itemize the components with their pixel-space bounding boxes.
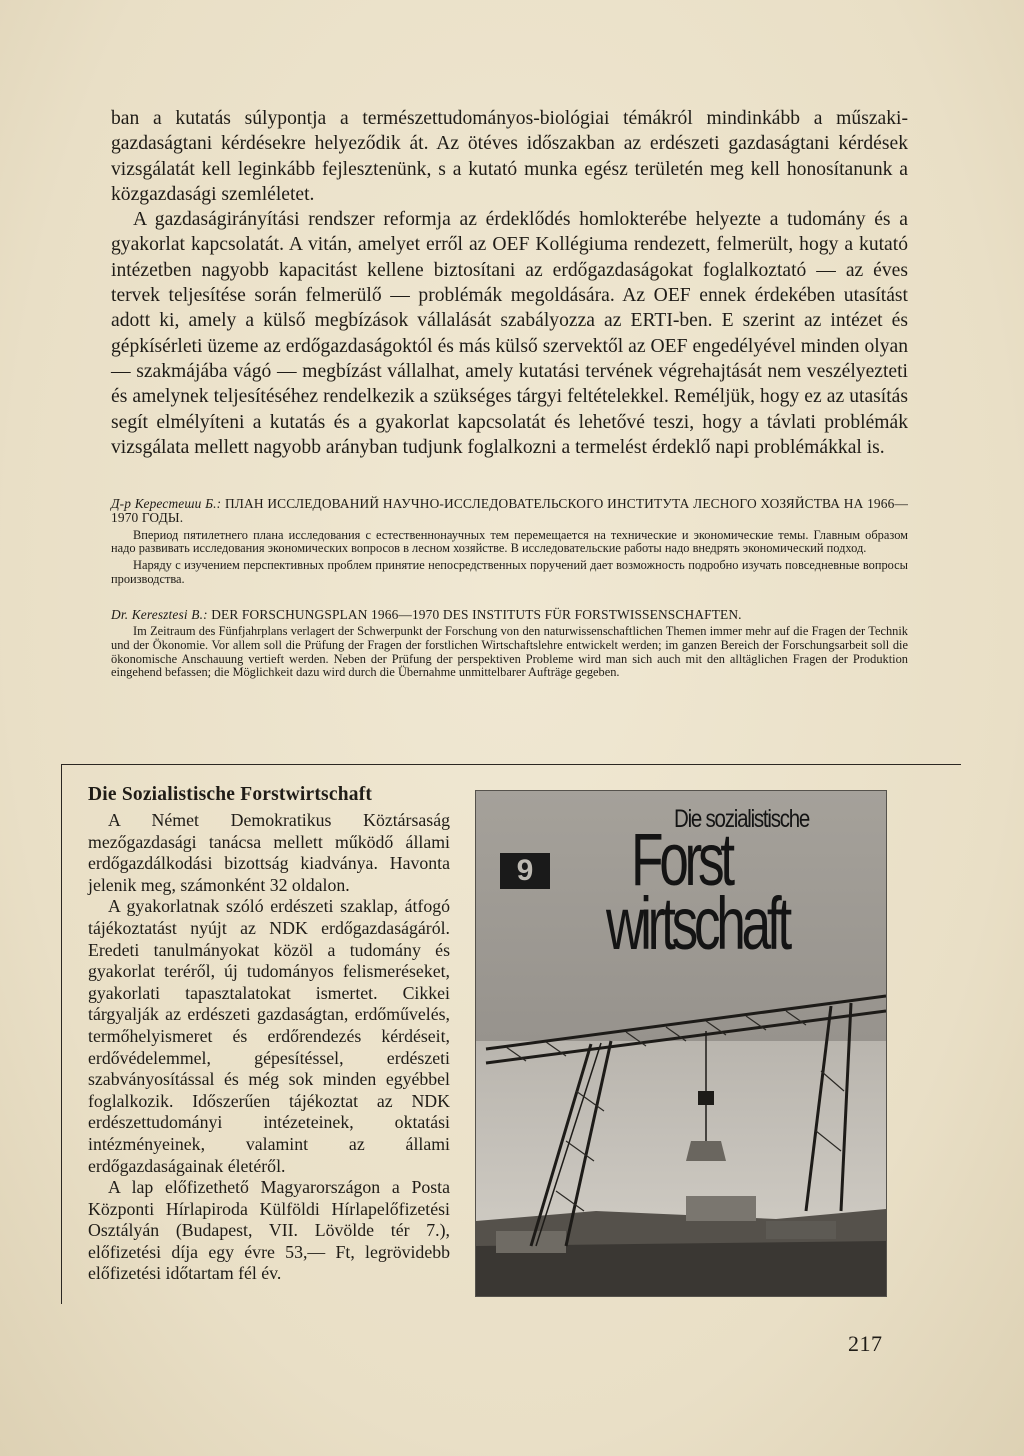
abstract-russian bbox=[111, 497, 908, 586]
main-paragraph-2: A gazdaságirányítási rendszer reformja az érdeklődés homlokterébe helyezte a tudomány és a gyakorlat kapcsolatát. A vitán, amelyet erről az OEF Kollégiuma rendezett, felmerült, hogy a kutató intézetben nagyobb kapacitást kellene biztosítani az erdőgazdaságokat foglalkoztató — az éves tervek teljesítése során felmerülő — problémák megoldására. Az OEF ennek érdekében utasítást adott ki, amely a külső megbízások vállalását szabályozza az ERTI-ben. E szerint az intézet és gépkísérleti üzeme az erdőgazdaságoktól és más külső szervektől az OEF engedélyével minden olyan — szakmájába vágó — megbízást vállalhat, amely kutatási tervének végrehajtását nem veszélyezteti és amelynek teljesítéséhez rendelkezik a szükséges tárgyi feltételekkel. Reméljük, hogy ez az utasítás segít elmélyíteni a kutatás és a gyakorlat kapcsolatát és lehetővé teszi, hogy a távlati problémák vizsgálata mellett nagyobb arányban tudjunk foglalkozni a termelést érdeklő napi problémákkal is. bbox=[111, 209, 908, 458]
abstract-german bbox=[111, 608, 908, 680]
main-article-text bbox=[111, 106, 908, 460]
cover-subtitle: Die sozialistische bbox=[674, 805, 810, 833]
main-paragraph-1: ban a kutatás súlypontja a természettudományos-biológiai témákról mindinkább a műszaki-gazdaságtani kérdésekre helyeződik át. Az ötéves időszakban az erdészeti gazdaságtani kérdések vizsgálatát kell leginkább fejlesztenünk, s a kutató munka egész területén meg kell honosítanunk a közgazdasági szemléletet. bbox=[111, 108, 908, 205]
abstract-ru-title: ПЛАН ИССЛЕДОВАНИЙ НАУЧНО-ИССЛЕДОВАТЕЛЬСКОГО ИНСТИТУТА ЛЕСНОГО ХОЗЯЙСТВА НА 1966—1970 ГОДЫ. bbox=[111, 496, 909, 526]
abstract-de-title: DER FORSCHUNGSPLAN 1966—1970 DES INSTITUTS FÜR FORSTWISSENSCHAFTEN. bbox=[211, 607, 742, 622]
advert-paragraph-1: A Német Demokratikus Köztársaság mezőgazdasági tanácsa mellett működő állami erdőgazdálkodási bizottság kiadványa. Havonta jelenik meg, számonként 32 oldalon. bbox=[88, 810, 450, 895]
cover-title-line-2: wirtschaft bbox=[606, 882, 788, 965]
abstract-ru-body-1: Впериод пятилетнего плана исследования с естественнонаучных тем перемещается на технические и экономические темы. Главным образом надо развивать исследования экономических вопросов в лесном хозяйстве. В исследовательские работы надо внедрять экономический подход. bbox=[111, 527, 908, 556]
cover-title-line-1: Forst bbox=[631, 818, 731, 901]
abstract-de-body: Im Zeitraum des Fünfjahrplans verlagert der Schwerpunkt der Forschung von den naturwissenschaftlichen Themen immer mehr auf die Fragen der Technik und der Ökonomie. Vor allem soll die Prüfung der Fragen der forstlichen Wirtschaftslehre entwickelt werden; im ganzen Bereich der Forschungsarbeit soll die ökonomische Anschauung vertieft werden. Neben der Prüfung der perspektiven Probleme wird man sich auch mit den alltäglichen Fragen der Produktion eingehend befassen; die Möglichkeit dazu wird durch die Übernahme unmittelbarer Aufträge gegeben. bbox=[111, 624, 908, 680]
advert-title: Die Sozialistische Forstwirtschaft bbox=[88, 784, 373, 805]
abstract-ru-body-2: Наряду с изучением перспективных проблем принятие непосредственных поручений дает возможность подробно изучать повседневные вопросы производства. bbox=[111, 558, 908, 586]
abstract-ru-author: Д-р Керестеши Б.: bbox=[111, 496, 222, 511]
cover-issue-number: 9 bbox=[500, 853, 550, 889]
advert-box-rule bbox=[61, 764, 62, 1304]
advert-text bbox=[88, 810, 450, 1285]
magazine-cover-image bbox=[475, 790, 887, 1297]
page-number: 217 bbox=[848, 1331, 883, 1356]
abstract-de-author: Dr. Keresztesi B.: bbox=[111, 607, 208, 622]
advert-paragraph-3: A lap előfizethető Magyarországon a Posta Központi Hírlapiroda Külföldi Hírlapelőfizetési Osztályán (Budapest, VII. Lövölde tér 7.), előfizetési díja egy évre 53,— Ft, legrövidebb előfizetési időtartam fél év. bbox=[88, 1177, 450, 1284]
advert-paragraph-2: A gyakorlatnak szóló erdészeti szaklap, átfogó tájékoztatást nyújt az NDK erdőgazdaságáról. Eredeti tanulmányokat közöl a tudomány és gyakorlat teréről, új tudományos felismeréseket, gyakorlati tapasztalatokat ismertet. Cikkei tárgyalják az erdészeti gazdaságtan, erdőművelés, termőhelyismeret és erdőrendezés kérdéseit, erdővédelemmel, gépesítéssel, erdészeti szabványosítással és még sok minden egyébbel foglalkozik. Időszerűen tájékoztat az NDK erdészettudományi intézeteinek, oktatási intézményeinek, valamint az állami erdőgazdaságainak életéről. bbox=[88, 896, 450, 1176]
